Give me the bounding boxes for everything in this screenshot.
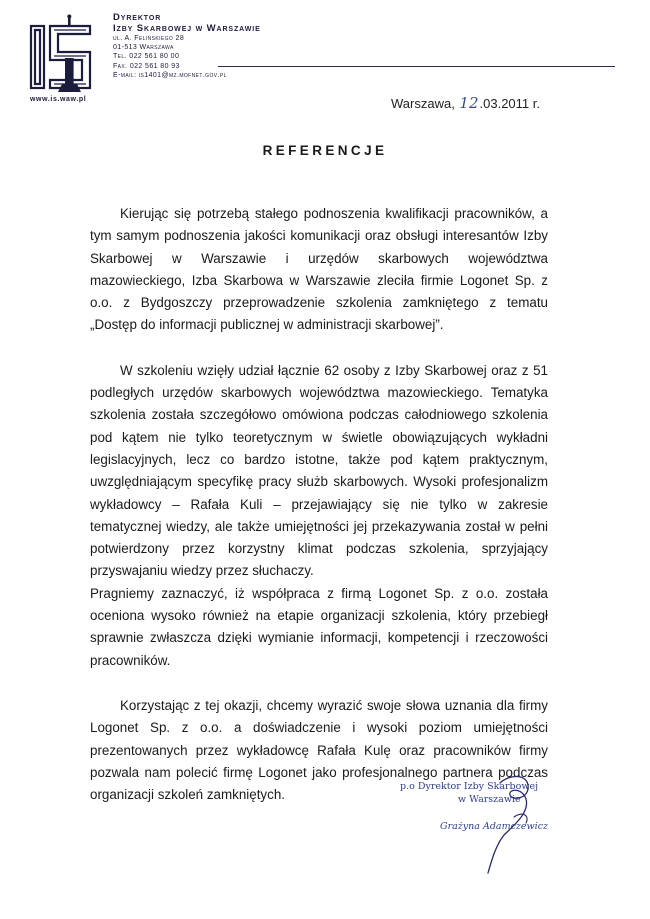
letterhead-fax: Fax. 022 561 80 93: [113, 62, 180, 70]
izba-skarbowa-logo: [28, 14, 110, 104]
handwritten-signature: [430, 765, 570, 885]
place-date: [391, 94, 540, 112]
letterhead-tel: Tel. 022 561 80 00: [113, 53, 180, 61]
letterhead-street: ul. A. Felińskiego 28: [113, 35, 185, 42]
paragraph-2: W szkoleniu wzięły udział łącznie 62 osoby z Izby Skarbowej oraz z 51 podległych urzędów skarbowych województwa mazowieckiego. Tematyka szkolenia została szczegółowo omówiona podczas całodniowego szkolenia pod kątem nie tylko teoretycznym w świetle obowiązujących wykładni legislacyjnych, lecz co bardzo istotne, także pod kątem praktycznym, uwzględniającym specyfikę pracy służb skarbowych. Wysoki profesjonalizm wykładowcy – Rafała Kuli – przejawiający się nie tylko w zakresie tematycznej wiedzy, ale także umiejętności jej przekazywania został w pełni potwierdzony przez korzystny klimat podczas szkolenia, sprzyjający przyswajaniu wiedzy przez słuchaczy.: [90, 362, 548, 579]
paragraph-4: Korzystając z tej okazji, chcemy wyrazić swoje słowa uznania dla firmy Logonet Sp. z o.o. a doświadczenie i wysoki poziom umiejętności prezentowanych przez wykładowcę Rafała Kulę oraz pracowników firmy pozwala nam polecić firmę Logonet jako profesjonalnego partnera podczas organizacji szkoleń zamkniętych.: [90, 697, 548, 803]
website-url[interactable]: www.is.waw.pl: [30, 96, 87, 103]
letter-body: [90, 203, 548, 806]
paragraph-1: Kierując się potrzebą stałego podnoszenia kwalifikacji pracowników, a tym samym podnoszenia jakości komunikacji oraz obsługi interesantów Izby Skarbowej w Warszawie i urzędów skarbowych województwa mazowieckiego, Izba Skarbowa w Warszawie zleciła firmie Logonet Sp. z o.o. z Bydgoszczy przeprowadzenie szkolenia zamkniętego z tematu „Dostęp do informacji publicznej w administracji skarbowej”.: [90, 206, 548, 333]
logo-text: is: [28, 14, 29, 15]
letterhead-divider: [218, 66, 615, 67]
stamp-name: Grażyna Adamczewicz: [440, 821, 549, 832]
letterhead-title-2: Izby Skarbowej w Warszawie: [113, 23, 261, 34]
date-rest: .03.2011 r.: [479, 96, 540, 111]
document-heading: REFERENCJE: [262, 143, 388, 158]
date-city: Warszawa,: [391, 96, 459, 111]
letterhead: [113, 12, 353, 80]
paragraph-3: Pragniemy zaznaczyć, iż współpraca z firmą Logonet Sp. z o.o. została oceniona wysoko również na etapie organizacji szkolenia, który przebiegł sprawnie zwłaszcza dzięki wymianie informacji, kompetencji i rzeczowości pracowników.: [90, 585, 548, 668]
letterhead-city: 01-513 Warszawa: [113, 44, 174, 52]
letterhead-email[interactable]: E-mail: is1401@mz.mofnet.gov.pl: [113, 71, 227, 79]
stamp-line-1: p.o Dyrektor Izby Skarbowej: [400, 781, 539, 792]
date-day-handwritten: 12: [459, 94, 479, 112]
letterhead-title-1: Dyrektor: [113, 12, 162, 23]
stamp-line-2: w Warszawie: [458, 794, 521, 805]
